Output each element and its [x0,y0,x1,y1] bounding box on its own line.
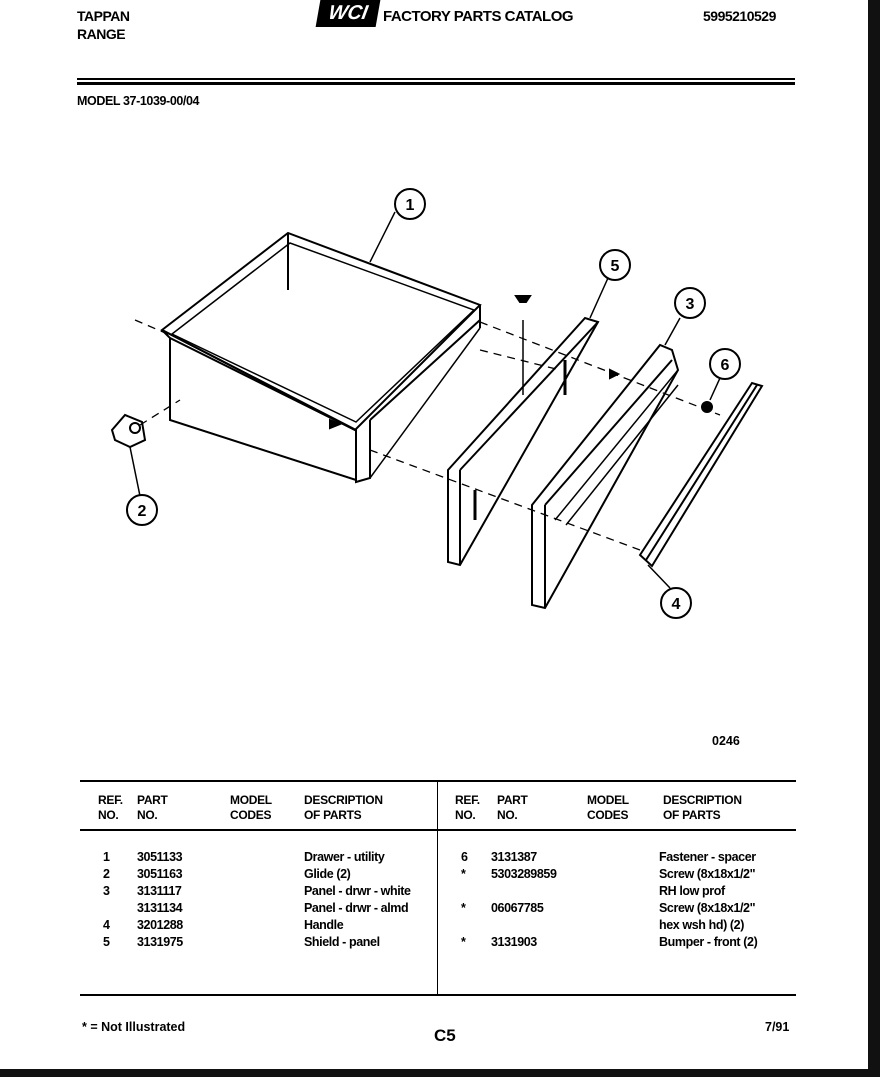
callout-1 [395,189,425,219]
table-top-rule [80,780,796,782]
cell-part: 3051163 [137,867,183,881]
logo-text: WCI [326,2,370,24]
cell-ref: 1 [103,850,110,864]
callout-4 [661,588,691,618]
cell-desc: RH low prof [659,884,725,898]
callout-3 [675,288,705,318]
not-illustrated-note: * = Not Illustrated [82,1020,186,1034]
shield-panel-part [448,296,598,565]
header-model-right: MODEL CODES [587,793,629,822]
cell-desc: Screw (8x18x1/2" [659,867,756,881]
cell-part: 3131903 [491,935,537,949]
cell-ref: * [461,935,466,949]
model-number: MODEL 37-1039-00/04 [77,94,200,108]
header-ref: REF. NO. [98,793,123,822]
svg-text:4: 4 [671,596,681,613]
cell-part: 3131975 [137,935,183,949]
header-part-right: PART NO. [497,793,528,822]
cell-desc: Fastener - spacer [659,850,756,864]
cell-desc: Panel - drwr - almd [304,901,409,915]
cell-ref: 5 [103,935,110,949]
cell-part: 06067785 [491,901,544,915]
cell-desc: Shield - panel [304,935,380,949]
header-rule-thin [77,78,795,80]
cell-desc: Handle [304,918,344,932]
header-rule-thick [77,82,795,85]
cell-desc: Panel - drwr - white [304,884,411,898]
table-header-rule [80,829,796,831]
callout-6 [710,349,740,379]
drawer-panel-part [532,345,678,608]
cell-ref: 3 [103,884,110,898]
cell-desc: hex wsh hd) (2) [659,918,744,932]
svg-text:1: 1 [405,197,415,214]
table-divider [437,782,438,994]
svg-text:2: 2 [137,503,147,520]
exploded-diagram [0,150,880,630]
leader-lines [130,212,720,588]
cell-part: 5303289859 [491,867,557,881]
cell-part: 3201288 [137,918,183,932]
svg-text:5: 5 [610,258,620,275]
page-number: C5 [434,1026,456,1045]
cell-part: 3131134 [137,901,183,915]
cell-part: 3051133 [137,850,183,864]
scan-edge-bottom [0,1069,880,1077]
svg-text:3: 3 [685,296,695,313]
cell-desc: Bumper - front (2) [659,935,758,949]
cell-desc: Glide (2) [304,867,351,881]
wci-logo [316,0,381,27]
cell-ref: 6 [461,850,468,864]
glide-part [112,415,145,447]
cell-part: 3131117 [137,884,182,898]
header-ref-right: REF. NO. [455,793,480,822]
svg-text:6: 6 [720,357,730,374]
cell-ref: 2 [103,867,110,881]
header-model: MODEL CODES [230,793,272,822]
header-desc-right: DESCRIPTION OF PARTS [663,793,742,822]
callout-2 [127,495,157,525]
brand-line-1: TAPPAN [77,8,130,24]
catalog-number: 5995210529 [703,8,776,24]
cell-desc: Screw (8x18x1/2" [659,901,756,915]
catalog-title: FACTORY PARTS CATALOG [383,8,574,25]
callout-5 [600,250,630,280]
revision-date: 7/91 [765,1020,790,1034]
header-part: PART NO. [137,793,168,822]
cell-ref: * [461,901,466,915]
drawer-part [162,233,480,482]
figure-number: 0246 [712,734,740,748]
header-desc: DESCRIPTION OF PARTS [304,793,383,822]
cell-ref: * [461,867,466,881]
cell-part: 3131387 [491,850,537,864]
cell-ref: 4 [103,918,110,932]
table-bottom-rule [80,994,796,996]
brand-line-2: RANGE [77,26,126,42]
cell-desc: Drawer - utility [304,850,385,864]
